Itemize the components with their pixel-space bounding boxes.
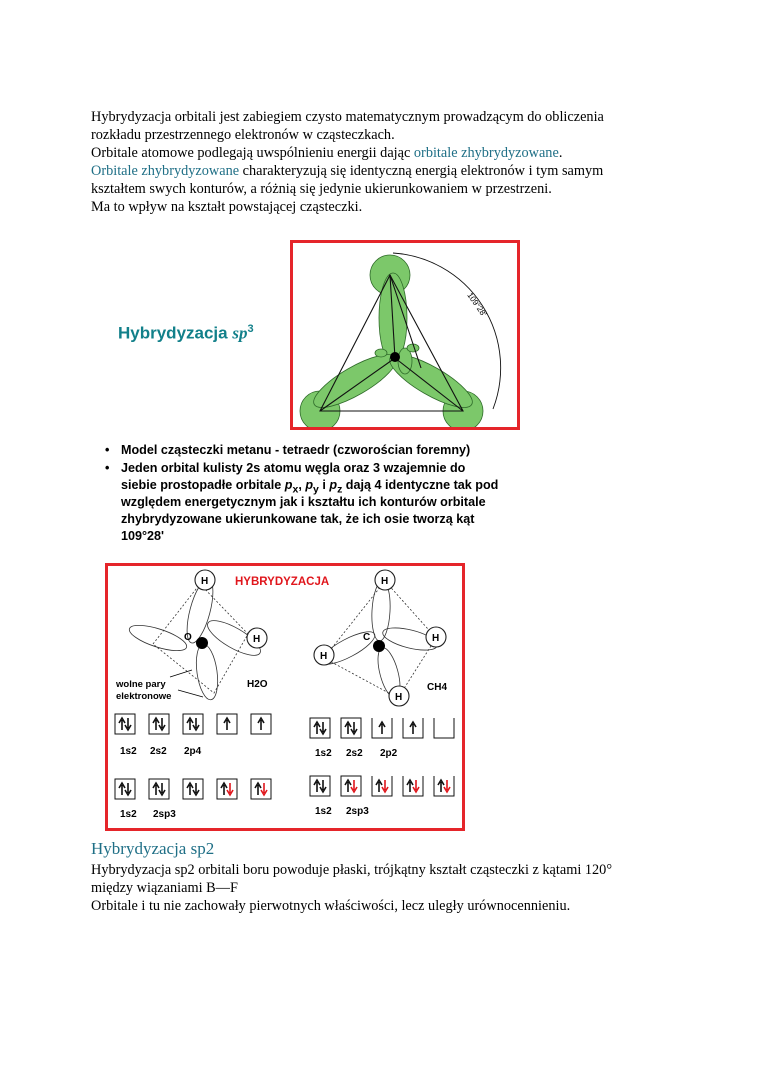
ch4-hybrid-box-2 <box>341 776 361 796</box>
water-ground-box-2-electron-1 <box>153 718 159 730</box>
ch4-hybrid-box-4-electron-2 <box>413 780 419 792</box>
pz-p: p <box>329 478 338 492</box>
left-bottom-label-2: 2sp3 <box>153 809 176 820</box>
ch4-ground-box-2-electron-1 <box>345 722 351 734</box>
lone-pairs-label-1: wolne pary <box>116 679 166 690</box>
ch4-h3: H <box>432 633 440 644</box>
comma-1: , <box>298 478 306 492</box>
water-hybrid-box-1-electron-2 <box>125 783 131 795</box>
lone-pair-arrow-1 <box>170 670 192 677</box>
bullet-2-line-2a: siebie prostopadłe orbitale <box>121 478 285 492</box>
left-top-label-2: 2s2 <box>150 746 167 757</box>
py-sub: y <box>313 483 319 496</box>
water-hybrid-box-3-electron-2 <box>193 783 199 795</box>
intro-line-3 <box>91 144 562 162</box>
sp2-line-2: między wiązaniami B—F <box>91 880 238 896</box>
sp3-title-sup: 3 <box>247 323 254 335</box>
intro-line-3a: Orbitale atomowe podlegają uwspólnieniu energii dając <box>91 145 414 161</box>
py-p: p <box>305 478 314 492</box>
water-h2: H <box>253 634 261 645</box>
ch4-hybrid-box-4-electron-1 <box>407 780 413 792</box>
water-ground-box-5-electron-1 <box>258 718 264 730</box>
i-word: i <box>318 478 330 492</box>
intro-line-4b: charakteryzują się identyczną energią elektronów i tym samym <box>239 163 604 179</box>
bullet-2-dot: • <box>105 461 110 475</box>
sp2-line-3: Orbitale i tu nie zachowały pierwotnych właściwości, lecz uległy urównocennieniu. <box>91 898 571 914</box>
orbital-small-lobe-1 <box>375 349 387 357</box>
water-hybrid-box-1-electron-1 <box>119 783 125 795</box>
ch4-hybrid-box-2-electron-2 <box>351 780 357 792</box>
intro-line-6: Ma to wpływ na kształt powstającej cząsteczki. <box>91 199 363 215</box>
bullet-2-line-2b: dają 4 identyczne tak pod <box>342 478 499 492</box>
water-formula: H2O <box>247 679 268 690</box>
term-orbitale-zhybrydyzowane: orbitale zhybrydyzowane <box>413 145 559 161</box>
bullet-1-text: Model cząsteczki metanu - tetraedr (czworościan foremny) <box>121 443 471 457</box>
water-hybrid-box-4-electron-1 <box>221 783 227 795</box>
ch4-hybrid-box-1 <box>310 776 330 796</box>
ch4-ground-box-3-electron-1 <box>379 722 385 734</box>
right-top-label-1: 1s2 <box>315 748 332 759</box>
intro-line-5: kształtem swych konturów, a różnią się jedynie ukierunkowaniem w przestrzeni. <box>91 181 552 197</box>
water-h1: H <box>201 576 209 587</box>
ch4-c-atom <box>373 640 385 652</box>
water-ground-box-2-electron-2 <box>159 718 165 730</box>
term-orbitale-zhybrydyzowane-2: Orbitale zhybrydyzowane <box>91 163 240 179</box>
water-hybrid-box-5-electron-1 <box>255 783 261 795</box>
water-hybrid-box-3-electron-1 <box>187 783 193 795</box>
left-bottom-label-1: 1s2 <box>120 809 137 820</box>
ch4-frame <box>324 581 436 698</box>
ch4-hybrid-box-5-electron-2 <box>444 780 450 792</box>
lone-pair-arrow-2 <box>178 690 203 697</box>
hybridization-diagram <box>105 563 465 831</box>
water-hybrid-box-4 <box>217 779 237 799</box>
ch4-ground-box-5 <box>434 718 454 738</box>
diagram-heading: HYBRYDYZACJA <box>235 576 330 588</box>
ch4-ground-box-1 <box>310 718 330 738</box>
ch4-h1: H <box>381 576 389 587</box>
water-hybrid-box-4-electron-2 <box>227 783 233 795</box>
ch4-ground-box-1-electron-2 <box>320 722 326 734</box>
ch4-hybrid-box-5 <box>434 776 454 796</box>
water-lobe-left <box>127 620 190 656</box>
water-hybrid-box-3 <box>183 779 203 799</box>
ch4-formula: CH4 <box>427 682 448 693</box>
orbital-left-lobe <box>307 345 402 416</box>
ch4-ground-box-2 <box>341 718 361 738</box>
water-ground-box-2 <box>149 714 169 734</box>
intro-line-1: Hybrydyzacja orbitali jest zabiegiem czysto matematycznym prowadzącym do obliczenia <box>91 109 604 125</box>
ch4-ground-box-2-electron-2 <box>351 722 357 734</box>
sp2-line-1: Hybrydyzacja sp2 orbitali boru powoduje płaski, trójkątny kształt cząsteczki z kątami 120° <box>91 862 613 878</box>
ch4-hybrid-box-5-electron-1 <box>438 780 444 792</box>
sp3-title <box>118 323 254 344</box>
water-hybrid-box-1 <box>115 779 135 799</box>
water-ground-box-3 <box>183 714 203 734</box>
bullet-2-line-5-text: 109°28' <box>121 529 165 543</box>
angle-label: 109°28' <box>465 290 489 319</box>
right-top-label-3: 2p2 <box>380 748 398 759</box>
bullet-1-dot: • <box>105 443 110 457</box>
water-hybrid-box-2 <box>149 779 169 799</box>
left-top-label-3: 2p4 <box>184 746 202 757</box>
ch4-c: C <box>363 632 371 643</box>
water-ground-box-3-electron-1 <box>187 718 193 730</box>
ch4-hybrid-box-1-electron-1 <box>314 780 320 792</box>
water-ground-box-3-electron-2 <box>193 718 199 730</box>
ch4-hybrid-box-3-electron-1 <box>376 780 382 792</box>
water-o-atom <box>196 637 208 649</box>
water-ground-box-1-electron-1 <box>119 718 125 730</box>
ch4-hybrid-box-1-electron-2 <box>320 780 326 792</box>
intro-line-4 <box>91 162 603 180</box>
ch4-hybrid-box-2-electron-1 <box>345 780 351 792</box>
central-atom-dot <box>390 352 400 362</box>
px-p: p <box>284 478 293 492</box>
right-bottom-label-1: 1s2 <box>315 806 332 817</box>
intro-line-3c: . <box>558 145 563 161</box>
right-top-label-2: 2s2 <box>346 748 363 759</box>
water-hybrid-box-5-electron-2 <box>261 783 267 795</box>
ch4-ground-box-4-electron-1 <box>410 722 416 734</box>
lone-pairs-label-2: elektronowe <box>116 691 172 702</box>
water-hybrid-box-2-electron-2 <box>159 783 165 795</box>
water-ground-box-4-electron-1 <box>224 718 230 730</box>
sp2-heading: Hybrydyzacja sp2 <box>91 839 215 858</box>
water-ground-box-1-electron-2 <box>125 718 131 730</box>
ch4-ground-box-1-electron-1 <box>314 722 320 734</box>
bullet-2-line-1: Jeden orbital kulisty 2s atomu węgla oraz 3 wzajemnie do <box>121 461 466 475</box>
pz-sub: z <box>337 483 343 496</box>
ch4-hybrid-box-3 <box>372 776 392 796</box>
sp3-tetrahedron-figure <box>290 240 520 430</box>
ch4-hybrid-box-4 <box>403 776 423 796</box>
intro-line-2: rozkładu przestrzennego elektronów w cząsteczkach. <box>91 127 395 143</box>
sp3-title-prefix: Hybrydyzacja <box>118 323 233 343</box>
bullet-2-line-4-text: zhybrydyzowane ukierunkowane tak, że ich osie tworzą kąt <box>121 512 475 526</box>
water-lobe-down <box>193 643 221 701</box>
water-o: O <box>184 632 192 643</box>
ch4-hybrid-box-3-electron-2 <box>382 780 388 792</box>
ch4-h4: H <box>395 692 403 703</box>
px-sub: x <box>292 483 299 496</box>
right-bottom-label-2: 2sp3 <box>346 806 369 817</box>
tetrahedron-drawing <box>293 243 517 427</box>
water-hybrid-box-2-electron-1 <box>153 783 159 795</box>
sp3-title-italic: sp <box>232 323 248 343</box>
ch4-h2: H <box>320 651 328 662</box>
hybridization-drawing <box>108 566 462 828</box>
water-ground-box-1 <box>115 714 135 734</box>
bullet-2-line-3-text: względem energetycznym jak i kształtu ich konturów orbitale <box>121 495 486 509</box>
left-top-label-1: 1s2 <box>120 746 137 757</box>
water-hybrid-box-5 <box>251 779 271 799</box>
